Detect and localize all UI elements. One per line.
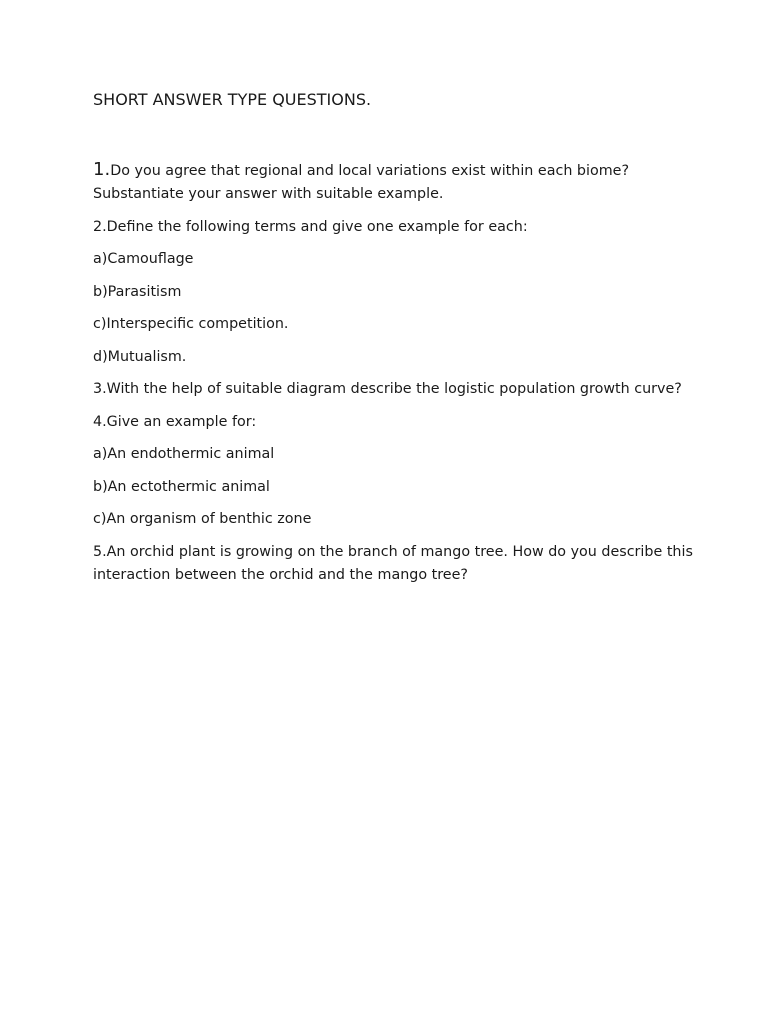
question-1-text: Do you agree that regional and local variations exist within each biome?Substantiate your answer with suitable example.: [93, 163, 630, 202]
question-4-item-c: c)An organism of benthic zone: [93, 511, 312, 527]
question-2-item-d: d)Mutualism.: [93, 348, 187, 365]
question-4-item-b: b)An ectothermic animal: [93, 478, 270, 495]
question-5: 5.An orchid plant is growing on the branch of mango tree. How do you describe this interaction between the orchid and the mango tree?: [93, 543, 693, 583]
document-body: [93, 88, 693, 596]
question-4-item-a: a)An endothermic animal: [93, 446, 275, 462]
question-2-item-b: b)Parasitism: [93, 283, 182, 300]
question-1: [93, 158, 693, 206]
question-3: 3.With the help of suitable diagram describe the logistic population growth curve?: [93, 381, 682, 397]
question-1-number: 1.: [93, 159, 111, 180]
question-2-item-c: c)Interspecific competition.: [93, 316, 289, 332]
document-title: SHORT ANSWER TYPE QUESTIONS.: [93, 90, 372, 109]
question-4: 4.Give an example for:: [93, 413, 257, 430]
question-2-item-a: a)Camouflage: [93, 251, 194, 267]
question-2: 2.Define the following terms and give one example for each:: [93, 218, 528, 235]
